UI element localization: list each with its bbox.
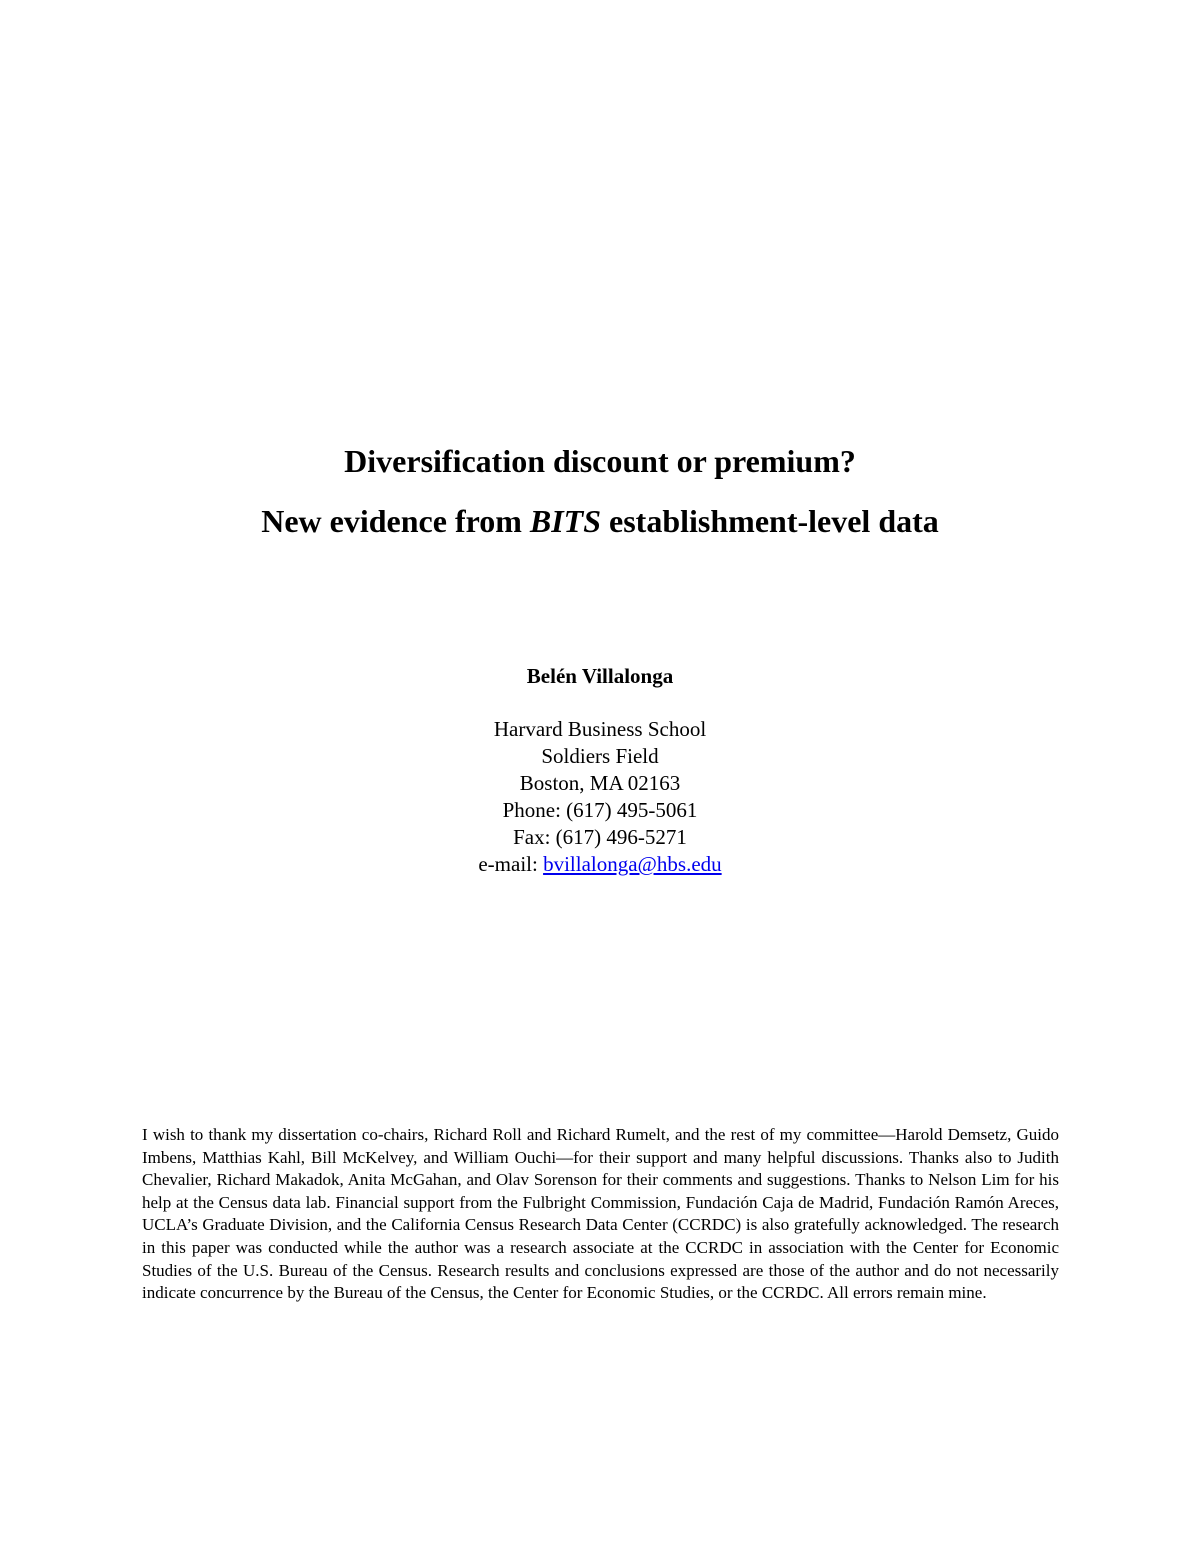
title-bits-italic: BITS [529, 503, 602, 539]
acknowledgment-footnote: I wish to thank my dissertation co-chairs, Richard Roll and Richard Rumelt, and the rest of my committee—Harold Demsetz, Guido Imbens, Matthias Kahl, Bill McKelvey, and William Ouchi—for their support and many helpful discussions. Thanks also to Judith Chevalier, Richard Makadok, Anita McGahan, and Olav Sorenson for their comments and suggestions. Thanks to Nelson Lim for his help at the Census data lab. Financial support from the Fulbright Commission, Fundación Caja de Madrid, Fundación Ramón Areces, UCLA’s Graduate Division, and the California Census Research Data Center (CCRDC) is also gratefully acknowledged. The research in this paper was conducted while the author was a research associate at the CCRDC in association with the Center for Economic Studies of the U.S. Bureau of the Census. Research results and conclusions expressed are those of the author and do not necessarily indicate concurrence by the Bureau of the Census, the Center for Economic Studies, or the CCRDC. All errors remain mine. [142, 1125, 1059, 1303]
author-phone: Phone: (617) 495-5061 [502, 798, 698, 822]
title-line-2-suffix: establishment-level data [601, 503, 939, 539]
author-block [0, 662, 1200, 878]
title-line-2 [0, 500, 1200, 542]
email-label: e-mail: [478, 852, 544, 876]
title-line-2-prefix: New evidence from [261, 503, 530, 539]
author-name: Belén Villalonga [526, 664, 674, 688]
author-city: Boston, MA 02163 [519, 771, 681, 795]
author-street: Soldiers Field [541, 744, 659, 768]
author-institution: Harvard Business School [493, 717, 707, 741]
author-fax: Fax: (617) 496-5271 [513, 825, 687, 849]
paper-title [0, 440, 1200, 542]
email-link[interactable]: bvillalonga@hbs.edu [543, 852, 722, 876]
author-email-line [0, 851, 1200, 878]
title-line-1: Diversification discount or premium? [344, 443, 856, 479]
